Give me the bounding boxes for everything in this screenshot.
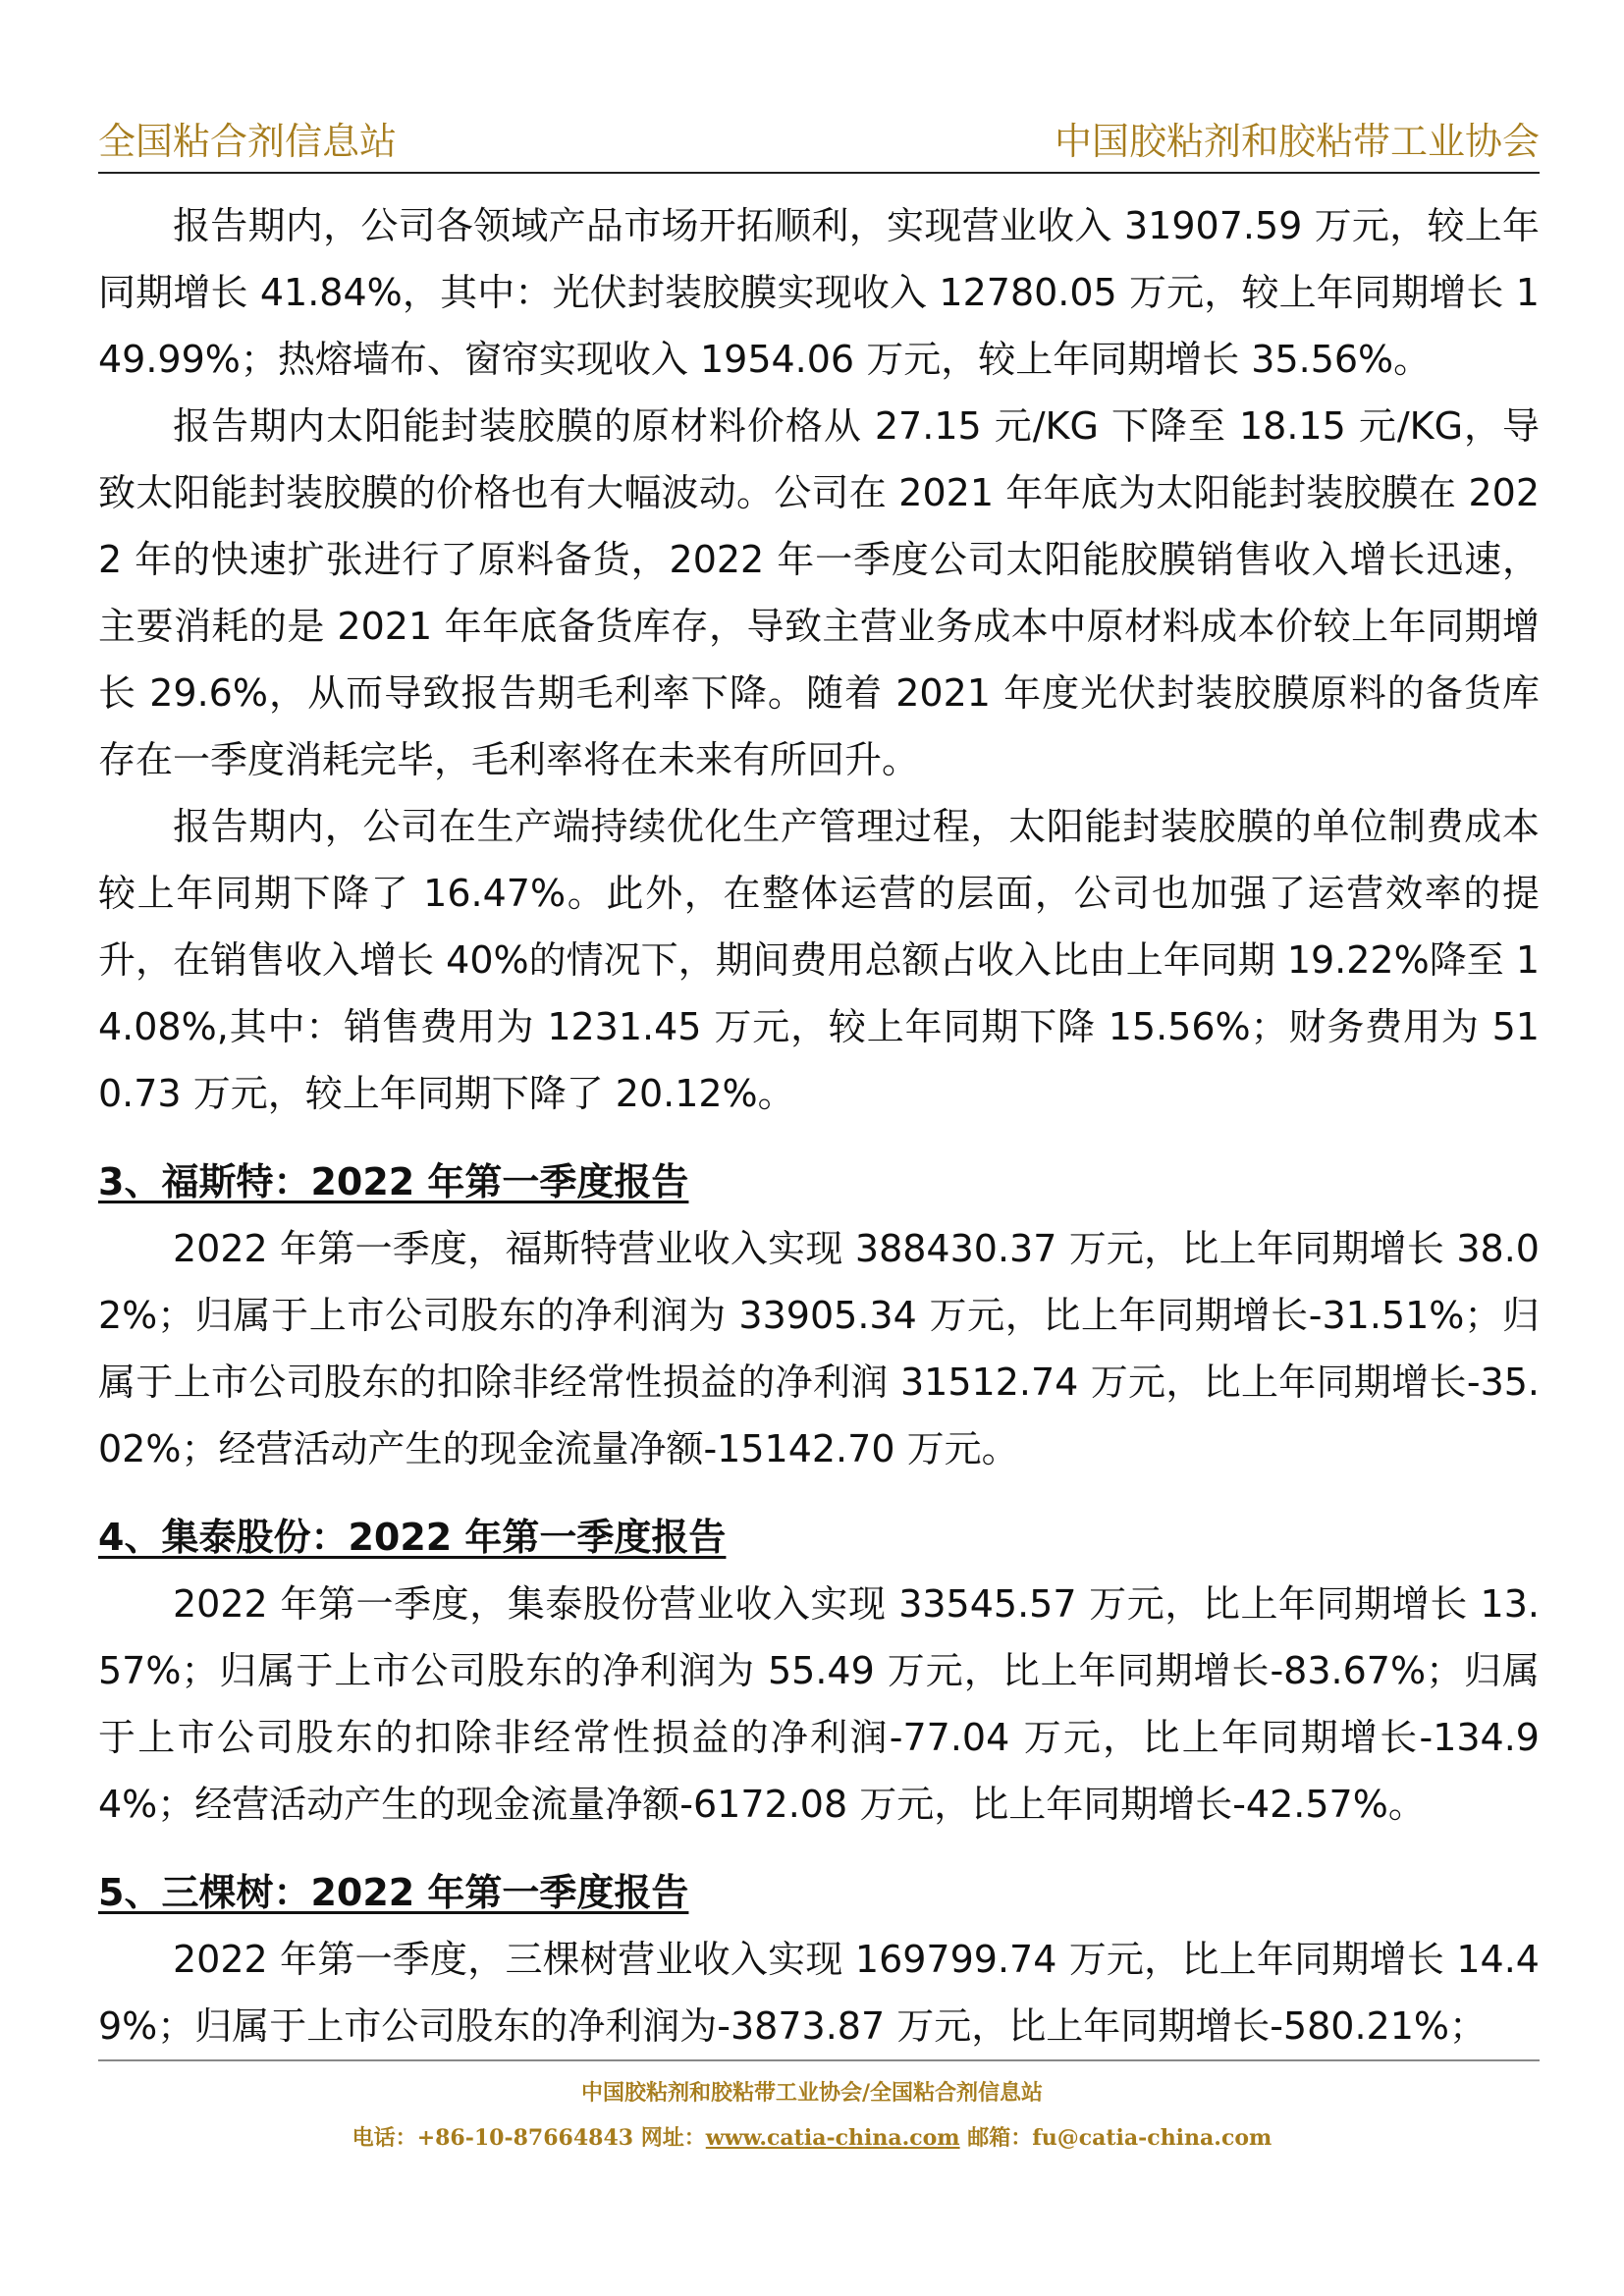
page-header [98,116,1540,167]
footer-site-label: 网址： [640,2125,706,2151]
footer-organization: 中国胶粘剂和胶粘带工业协会/全国粘合剂信息站 [580,2080,1044,2106]
paragraph-raw-material: 报告期内太阳能封装胶膜的原材料价格从 27.15 元/KG 下降至 18.15 元/KG，导致太阳能封装胶膜的价格也有大幅波动。公司在 2021 年年底为太阳能封装胶膜在 2022 年的快速扩张进行了原料备货，2022 年一季度公司太阳能胶膜销售收入增长迅速，主要消耗的是 2021 年年底备货库存，导致主营业务成本中原材料成本价较上年同期增长 29.6%，从而导致报告期毛利率下降。随着 2021 年度光伏封装胶膜原料的备货库存在一季度消耗完毕，毛利率将在未来有所回升。 [98,404,1540,781]
section-paragraph: 2022 年第一季度，集泰股份营业收入实现 33545.57 万元，比上年同期增长 13.57%；归属于上市公司股东的净利润为 55.49 万元，比上年同期增长-83.67%；归属于上市公司股东的扣除非经常性损益的净利润-77.04 万元，比上年同期增长-134.94%；经营活动产生的现金流量净额-6172.08 万元，比上年同期增长-42.57%。 [98,1582,1540,1826]
header-site-name: 全国粘合剂信息站 [98,120,398,163]
section-heading: 4、集泰股份：2022 年第一季度报告 [98,1516,727,1559]
header-association-name: 中国胶粘剂和胶粘带工业协会 [1054,120,1540,163]
section-sankeshu [98,1849,1540,2059]
section-jitai [98,1494,1540,1838]
section-paragraph: 2022 年第一季度，三棵树营业收入实现 169799.74 万元，比上年同期增长 14.49%；归属于上市公司股东的净利润为-3873.87 万元，比上年同期增长-580.21%； [98,1938,1540,2048]
footer-divider [98,2059,1540,2061]
paragraph-revenue: 报告期内，公司各领域产品市场开拓顺利，实现营业收入 31907.59 万元，较上年同期增长 41.84%，其中：光伏封装胶膜实现收入 12780.05 万元，较上年同期增长 149.99%；热熔墙布、窗帘实现收入 1954.06 万元，较上年同期增长 35.56%。 [98,204,1540,381]
footer-email-label: 邮箱： [967,2125,1033,2151]
footer-email: fu@catia-china.com [1032,2125,1272,2151]
footer-website-link[interactable]: www.catia-china.com [705,2125,960,2151]
footer-phone-label: 电话： [352,2125,417,2151]
section-paragraph: 2022 年第一季度，福斯特营业收入实现 388430.37 万元，比上年同期增长 38.02%；归属于上市公司股东的净利润为 33905.34 万元，比上年同期增长-31.51%；归属于上市公司股东的扣除非经常性损益的净利润 31512.74 万元，比上年同期增长-35.02%；经营活动产生的现金流量净额-15142.70 万元。 [98,1227,1540,1470]
header-divider [98,172,1540,174]
footer-phone: +86-10-87664843 [416,2125,634,2151]
section-heading: 5、三棵树：2022 年第一季度报告 [98,1871,689,1914]
section-fosite [98,1139,1540,1482]
section-heading: 3、福斯特：2022 年第一季度报告 [98,1160,689,1203]
article-body [98,192,1540,2059]
footer-contact [0,2120,1624,2156]
paragraph-operations: 报告期内，公司在生产端持续优化生产管理过程，太阳能封装胶膜的单位制费成本较上年同期下降了 16.47%。此外，在整体运营的层面，公司也加强了运营效率的提升，在销售收入增长 40%的情况下，期间费用总额占收入比由上年同期 19.22%降至 14.08%,其中：销售费用为 1231.45 万元，较上年同期下降 15.56%；财务费用为 510.73 万元，较上年同期下降了 20.12%。 [98,805,1540,1115]
